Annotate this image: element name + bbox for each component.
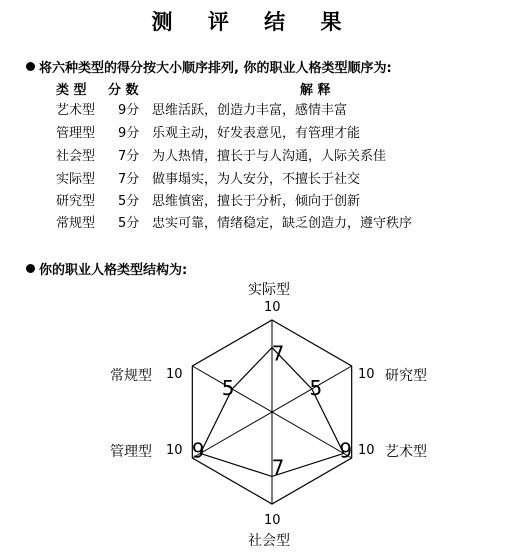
header-type: 类 型	[56, 83, 87, 98]
radar-value-label: 9	[191, 438, 205, 463]
row-desc: 忠实可靠，情绪稳定，缺乏创造力，遵守秩序	[152, 216, 413, 231]
axis-max-label: 10	[264, 513, 281, 528]
structure-section-text: 你的职业人格类型结构为:	[39, 263, 188, 278]
row-score: 9分	[118, 103, 140, 118]
row-type: 艺术型	[56, 103, 96, 118]
axis-max-label: 10	[358, 443, 375, 458]
page-title: 测 评 结 果	[151, 9, 356, 34]
axis-label: 艺术型	[385, 444, 427, 460]
row-desc: 思维活跃，创造力丰富，感情丰富	[152, 103, 348, 118]
row-score: 5分	[118, 194, 140, 209]
axis-max-label: 10	[166, 443, 183, 458]
axis-label: 社会型	[248, 533, 290, 549]
axis-label: 常规型	[110, 368, 152, 384]
axis-max-label: 10	[166, 367, 183, 382]
row-type: 管理型	[56, 126, 96, 141]
row-desc: 为人热情，擅长于与人沟通，人际关系佳	[152, 149, 387, 164]
row-desc: 思维慎密，擅长于分析，倾向于创新	[152, 194, 361, 209]
axis-max-label: 10	[264, 300, 281, 315]
axis-label: 管理型	[110, 444, 152, 460]
row-score: 5分	[118, 216, 140, 231]
row-desc: 做事塌实，为人安分，不擅长于社交	[152, 172, 361, 187]
row-score: 7分	[118, 172, 140, 187]
radar-value-label: 9	[339, 438, 353, 463]
axis-label: 研究型	[385, 368, 427, 384]
row-type: 研究型	[56, 194, 96, 209]
axis-max-label: 10	[358, 367, 375, 382]
radar-value-label: 7	[271, 341, 285, 366]
radar-value-label: 7	[271, 455, 285, 480]
row-type: 社会型	[56, 149, 96, 164]
row-type: 常规型	[56, 216, 96, 231]
axis-label: 实际型	[248, 282, 290, 298]
row-desc: 乐观主动，好发表意见，有管理才能	[152, 126, 361, 141]
row-score: 7分	[118, 149, 140, 164]
radar-value-label: 5	[221, 376, 235, 400]
header-score: 分 数	[108, 83, 139, 98]
ranking-section-text: 将六种类型的得分按大小顺序排列, 你的职业人格类型顺序为:	[39, 61, 392, 76]
header-desc: 解 释	[300, 83, 331, 98]
row-type: 实际型	[56, 172, 96, 187]
radar-value-label: 5	[309, 376, 323, 400]
row-score: 9分	[118, 126, 140, 141]
